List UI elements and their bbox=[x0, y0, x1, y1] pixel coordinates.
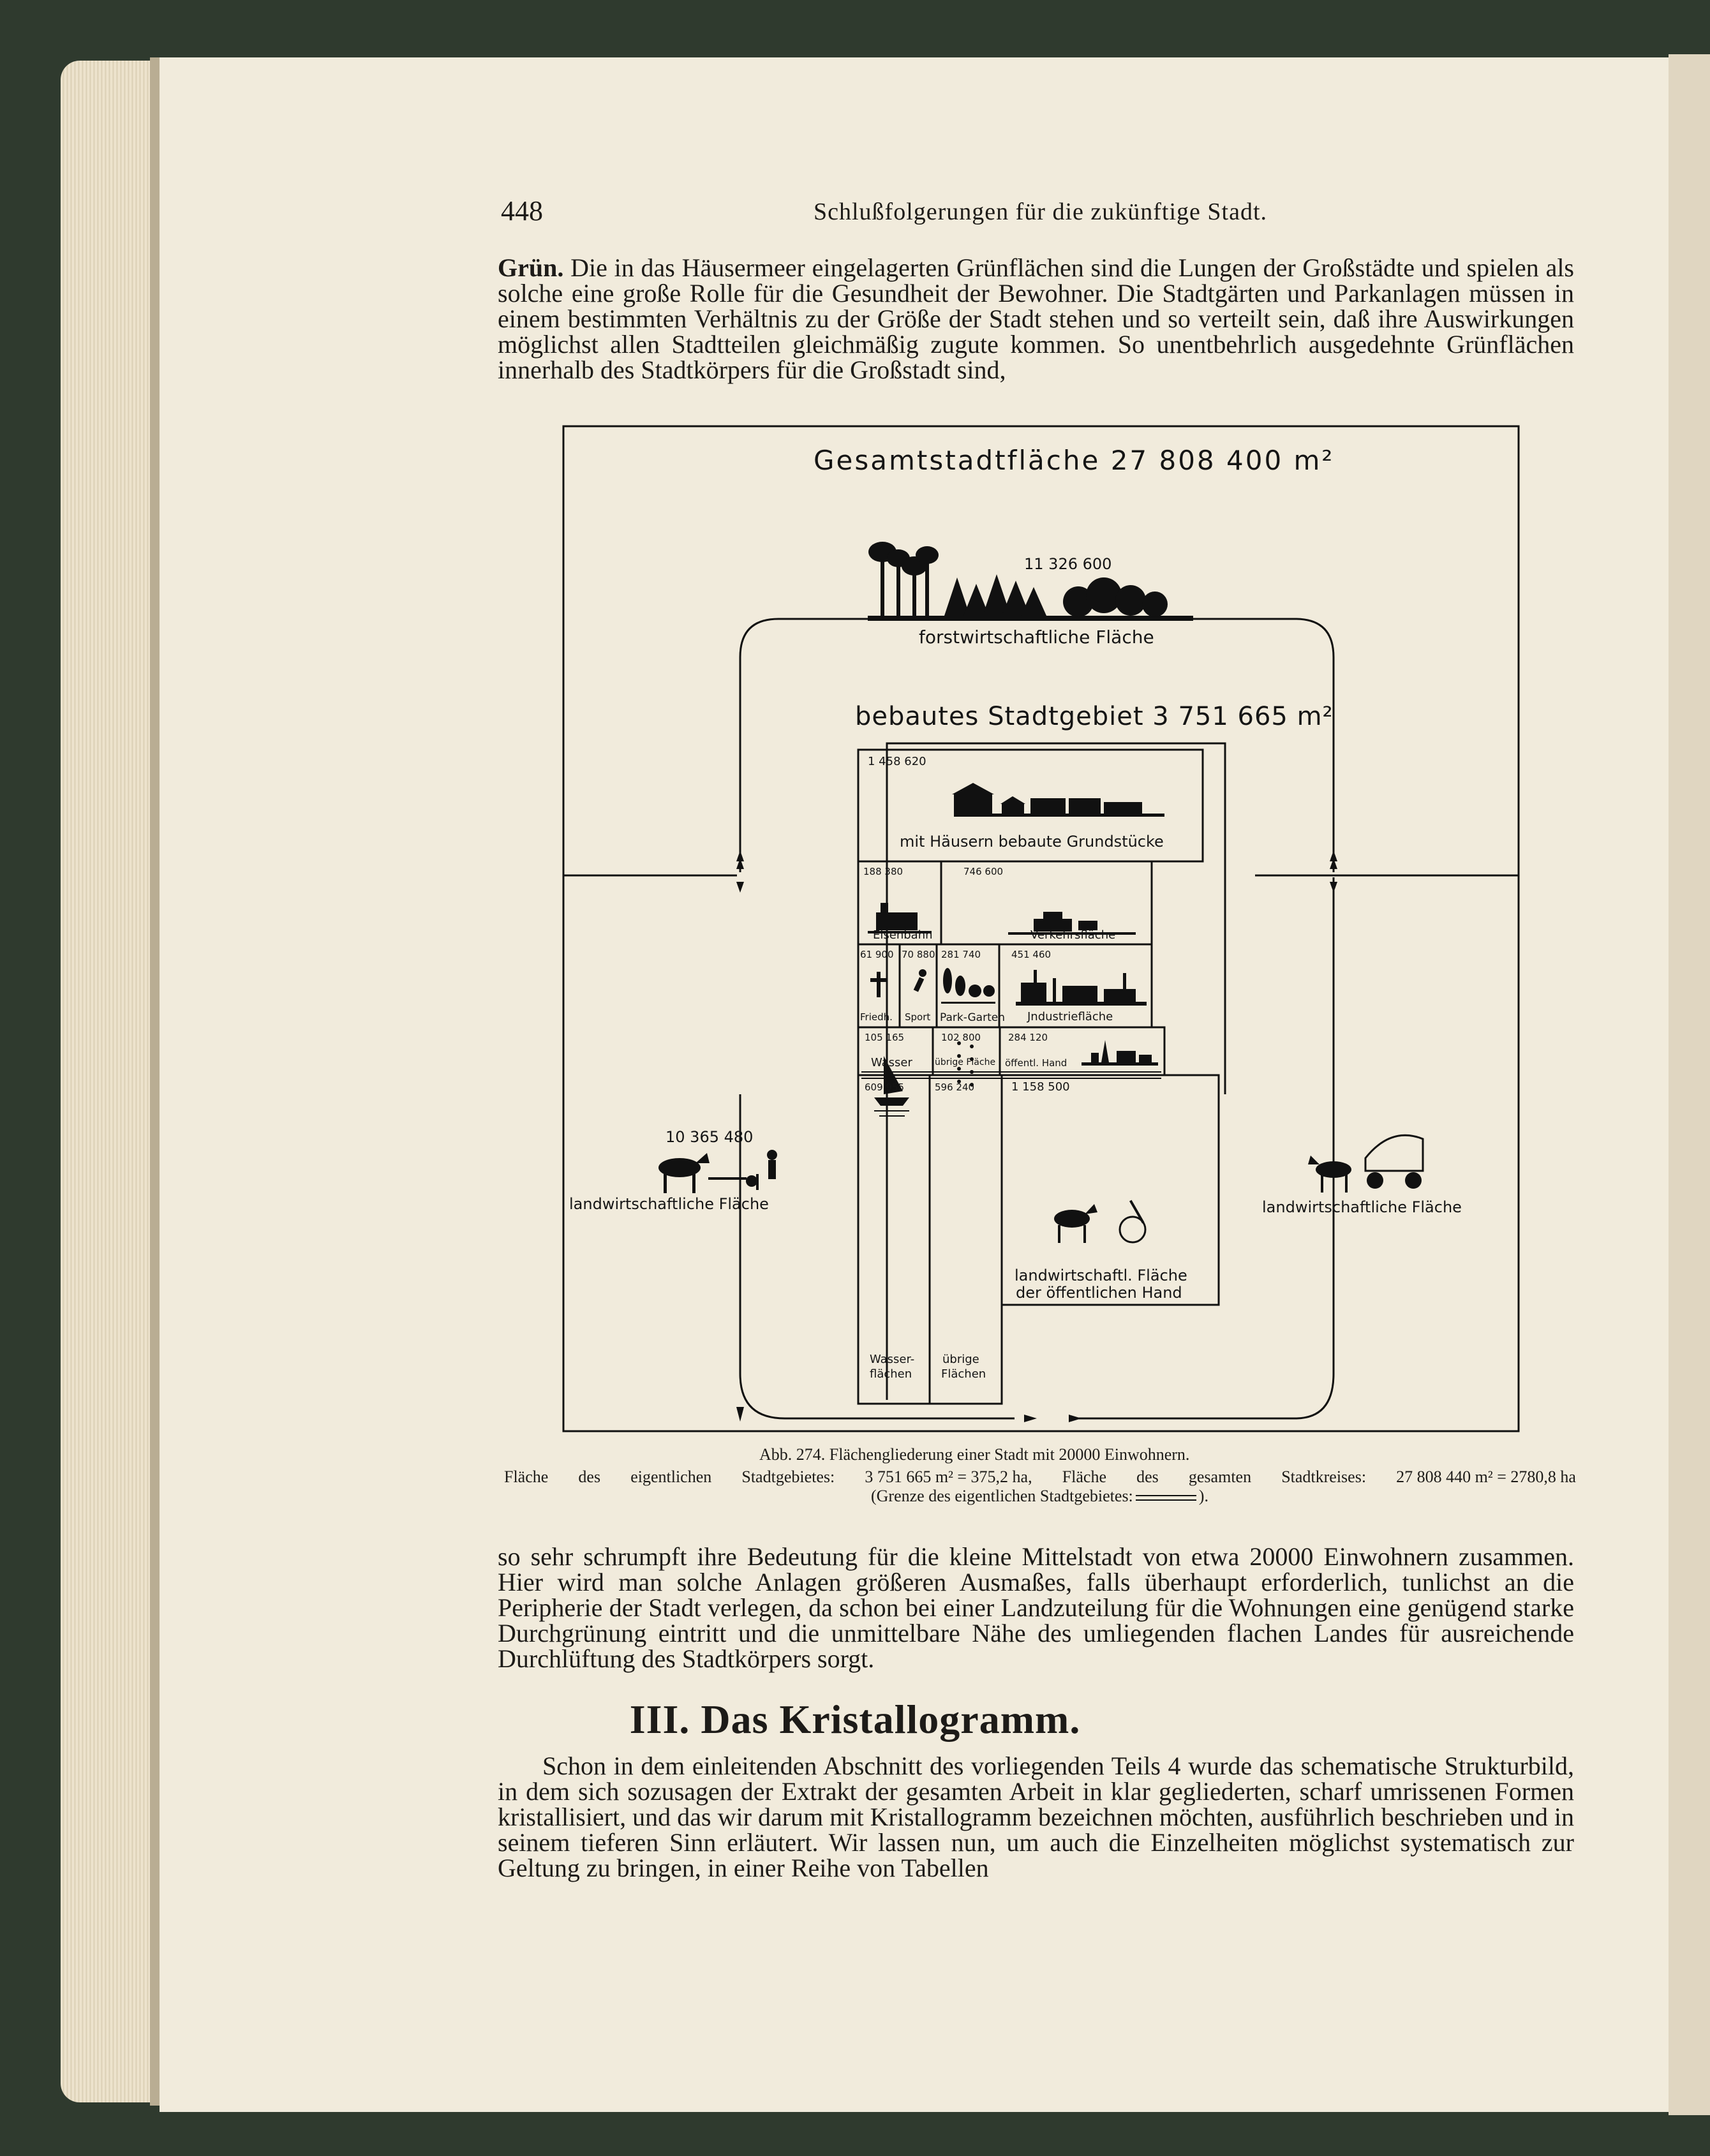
double-line-symbol bbox=[1136, 1495, 1196, 1501]
caption-word: Stadtkreises: bbox=[1281, 1468, 1367, 1486]
figure-caption-line2 bbox=[504, 1468, 1576, 1487]
water-value: 105 165 bbox=[865, 1032, 905, 1043]
traffic-value: 746 600 bbox=[963, 866, 1004, 877]
arrow-bottom-left bbox=[736, 1407, 744, 1422]
traffic-label: Verkehrsfläche bbox=[1030, 928, 1116, 942]
book-page-edges bbox=[61, 61, 150, 2102]
agri-public-label-1: landwirtschaftl. Fläche bbox=[1015, 1267, 1187, 1284]
arrow-bottom-right bbox=[1069, 1415, 1082, 1422]
park-value: 281 740 bbox=[941, 949, 981, 960]
urban-title: bebautes Stadtgebiet 3 751 665 m² bbox=[855, 702, 1334, 731]
water-label: Wasser bbox=[871, 1056, 912, 1069]
running-head: Schlußfolgerungen für die zukünftige Stadt. bbox=[814, 198, 1268, 225]
cemetery-label: Friedh. bbox=[860, 1011, 893, 1023]
rail-value: 188 380 bbox=[863, 866, 903, 877]
agri-left-value: 10 365 480 bbox=[665, 1128, 754, 1146]
agri-left-label: landwirtschaftliche Fläche bbox=[569, 1195, 769, 1213]
arrow-upper-left bbox=[736, 851, 744, 861]
park-silhouette bbox=[941, 968, 995, 1004]
industry-value: 451 460 bbox=[1011, 949, 1052, 960]
water-outer-label-1: Wasser- bbox=[870, 1353, 915, 1366]
adjacent-page-edge bbox=[1669, 54, 1710, 2115]
industry-silhouette bbox=[1016, 970, 1147, 1006]
forest-value: 11 326 600 bbox=[1024, 555, 1112, 573]
caption-line3-end: ). bbox=[1198, 1487, 1208, 1505]
horse-cart-silhouette bbox=[1054, 1200, 1145, 1243]
caption-line3-start: (Grenze des eigentlichen Stadtgebietes: bbox=[871, 1487, 1133, 1505]
page-number: 448 bbox=[501, 195, 543, 227]
arrow-upper-right bbox=[1330, 851, 1337, 861]
sport-label: Sport bbox=[905, 1011, 931, 1023]
caption-word: des bbox=[1136, 1468, 1159, 1486]
agri-public-label-2: der öffentlichen Hand bbox=[1016, 1284, 1182, 1302]
other-value: 102 800 bbox=[941, 1032, 981, 1043]
sport-silhouette bbox=[914, 969, 926, 992]
public-value: 284 120 bbox=[1008, 1032, 1048, 1043]
other-label: übrige Fläche bbox=[935, 1057, 996, 1067]
caption-word: Fläche bbox=[504, 1468, 549, 1486]
wagon-silhouette bbox=[1308, 1135, 1423, 1193]
caption-word: 27 808 440 m² = 2780,8 ha bbox=[1396, 1468, 1576, 1486]
public-label: öffentl. Hand bbox=[1005, 1057, 1067, 1069]
cemetery-value: 61 900 bbox=[860, 949, 894, 960]
water-outer-value: 609 955 bbox=[865, 1082, 905, 1093]
land-use-figure bbox=[561, 424, 1522, 1436]
arrow-left-down bbox=[736, 882, 744, 893]
paragraph-lead-word: Grün. bbox=[498, 253, 564, 282]
houses-silhouette bbox=[952, 783, 1164, 817]
plough-silhouette bbox=[658, 1150, 777, 1193]
other-outer-label-1: übrige bbox=[942, 1353, 979, 1366]
caption-word: Fläche bbox=[1062, 1468, 1106, 1486]
industry-label: Jndustriefläche bbox=[1027, 1010, 1113, 1023]
rail-label: Eisenbahn bbox=[873, 928, 933, 942]
public-buildings-silhouette bbox=[1082, 1040, 1158, 1066]
other-outer-value: 596 240 bbox=[935, 1082, 975, 1093]
caption-word: 3 751 665 m² = 375,2 ha, bbox=[865, 1468, 1032, 1486]
agri-right-label: landwirtschaftliche Fläche bbox=[1262, 1198, 1462, 1216]
section-heading: III. Das Kristallogramm. bbox=[629, 1697, 1081, 1742]
figure-caption-title: Abb. 274. Flächengliederung einer Stadt mit 20000 Einwohnern. bbox=[759, 1445, 1190, 1464]
houses-label: mit Häusern bebaute Grundstücke bbox=[900, 833, 1164, 851]
caption-word: eigentlichen bbox=[630, 1468, 712, 1486]
other-outer-label-2: Flächen bbox=[941, 1367, 986, 1381]
water-outer-label-2: flächen bbox=[870, 1367, 912, 1381]
houses-value: 1 458 620 bbox=[868, 755, 926, 768]
figure-caption-line3 bbox=[871, 1487, 1208, 1506]
caption-word: gesamten bbox=[1188, 1468, 1252, 1486]
intro-paragraph bbox=[498, 255, 1574, 383]
agri-public-value: 1 158 500 bbox=[1011, 1080, 1070, 1094]
intro-paragraph-text: Die in das Häusermeer eingelagerten Grünflächen sind die Lungen der Großstädte und spielen als solche eine große Rolle für die Gesundheit der Bewohner. Die Stadtgärten und Parkanlagen müssen in einem bestimmten Verhältnis zu der Größe der Stadt stehen und so verteilt sein, daß ihre Auswirkungen möglichst allen Stadtteilen gleichmäßig zugute kommen. So unentbehrlich ausgedehnte Grünflächen innerhalb des Stadtkörpers für die Großstadt sind, bbox=[498, 253, 1575, 384]
caption-word: Stadtgebietes: bbox=[741, 1468, 835, 1486]
caption-word: des bbox=[578, 1468, 601, 1486]
continuation-paragraph: so sehr schrumpft ihre Bedeutung für die kleine Mittelstadt von etwa 20000 Einwohnern zusammen. Hier wird man solche Anlagen größeren Ausmaßes, falls überhaupt erforderlich, tunlichst an die Peripherie der Stadt verlegen, da schon bei einer Landzuteilung für die Wohnungen eine genügend starke Durchgrünung eintritt und die unmittelbare Nähe des umliegenden flachen Landes für ausreichende Durchlüftung des Stadtkörpers sorgt. bbox=[498, 1542, 1574, 1673]
forest-silhouette bbox=[868, 542, 1193, 621]
arrow-right-down bbox=[1330, 882, 1337, 893]
arrow-bottom-center bbox=[1024, 1415, 1037, 1422]
cross-silhouette bbox=[870, 972, 887, 997]
park-label: Park-Garten bbox=[940, 1011, 1005, 1024]
figure-title: Gesamtstadtfläche 27 808 400 m² bbox=[814, 445, 1335, 476]
section-paragraph: Schon in dem einleitenden Abschnitt des vorliegenden Teils 4 wurde das schematische Strukturbild, in dem sich sozusagen der Extrakt der gesamten Arbeit in klar gegliederten, scharf umrissenen Formen kristallisiert, und das wir darum mit Kristallogramm bezeichnen möchten, ausführlich beschrieben und in seinem tieferen Sinn erläutert. Wir lassen nun, um auch die Einzelheiten möglichst systematisch zur Geltung zu bringen, in einer Reihe von Tabellen bbox=[498, 1751, 1574, 1882]
sport-value: 70 880 bbox=[902, 949, 935, 960]
forest-label: forstwirtschaftliche Fläche bbox=[919, 627, 1154, 648]
